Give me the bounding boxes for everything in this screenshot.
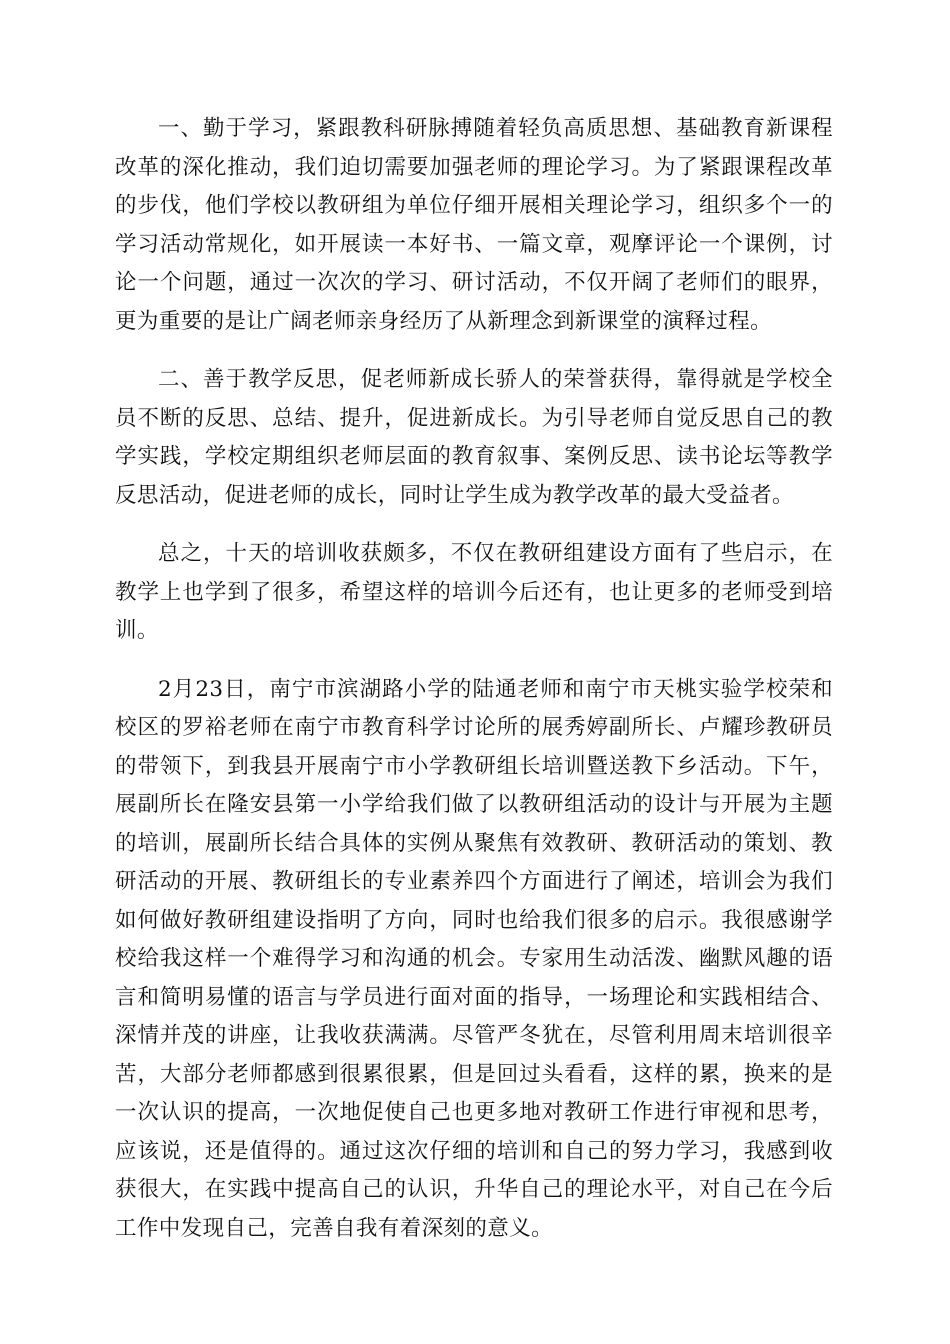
- document-body: [115, 110, 833, 1248]
- paragraph-summary: 总之，十天的培训收获颇多，不仅在教研组建设方面有了些启示，在教学上也学到了很多，希望这样的培训今后还有，也让更多的老师受到培训。: [115, 541, 833, 643]
- paragraph-training-report: 2月23日，南宁市滨湖路小学的陆通老师和南宁市天桃实验学校荣和校区的罗裕老师在南宁市教育科学讨论所的展秀婷副所长、卢耀珍教研员的带领下，到我县开展南宁市小学教研组长培训暨送教下乡活动。下午，展副所长在隆安县第一小学给我们做了以教研组活动的设计与开展为主题的培训，展副所长结合具体的实例从聚焦有效教研、教研活动的策划、教研活动的开展、教研组长的专业素养四个方面进行了阐述，培训会为我们如何做好教研组建设指明了方向，同时也给我们很多的启示。我很感谢学校给我这样一个难得学习和沟通的机会。专家用生动活泼、幽默风趣的语言和简明易懂的语言与学员进行面对面的指导，一场理论和实践相结合、深情并茂的讲座，让我收获满满。尽管严冬犹在，尽管利用周末培训很辛苦，大部分老师都感到很累很累，但是回过头看看，这样的累，换来的是一次认识的提高，一次地促使自己也更多地对教研工作进行审视和思考，应该说，还是值得的。通过这次仔细的培训和自己的努力学习，我感到收获很大，在实践中提高自己的认识，升华自己的理论水平，对自己在今后工作中发现自己，完善自我有着深刻的意义。: [115, 676, 833, 1241]
- paragraph-study: 一、勤于学习，紧跟教科研脉搏随着轻负高质思想、基础教育新课程改革的深化推动，我们迫切需要加强老师的理论学习。为了紧跟课程改革的步伐，他们学校以教研组为单位仔细开展相关理论学习，组织多个一的学习活动常规化，如开展读一本好书、一篇文章，观摩评论一个课例，讨论一个问题，通过一次次的学习、研讨活动，不仅开阔了老师们的眼界，更为重要的是让广阔老师亲身经历了从新理念到新课堂的演释过程。: [115, 116, 833, 334]
- paragraph-reflection: 二、善于教学反思，促老师新成长骄人的荣誉获得，靠得就是学校全员不断的反思、总结、提升，促进新成长。为引导老师自觉反思自己的教学实践，学校定期组织老师层面的教育叙事、案例反思、读书论坛等教学反思活动，促进老师的成长，同时让学生成为教学改革的最大受益者。: [115, 367, 833, 508]
